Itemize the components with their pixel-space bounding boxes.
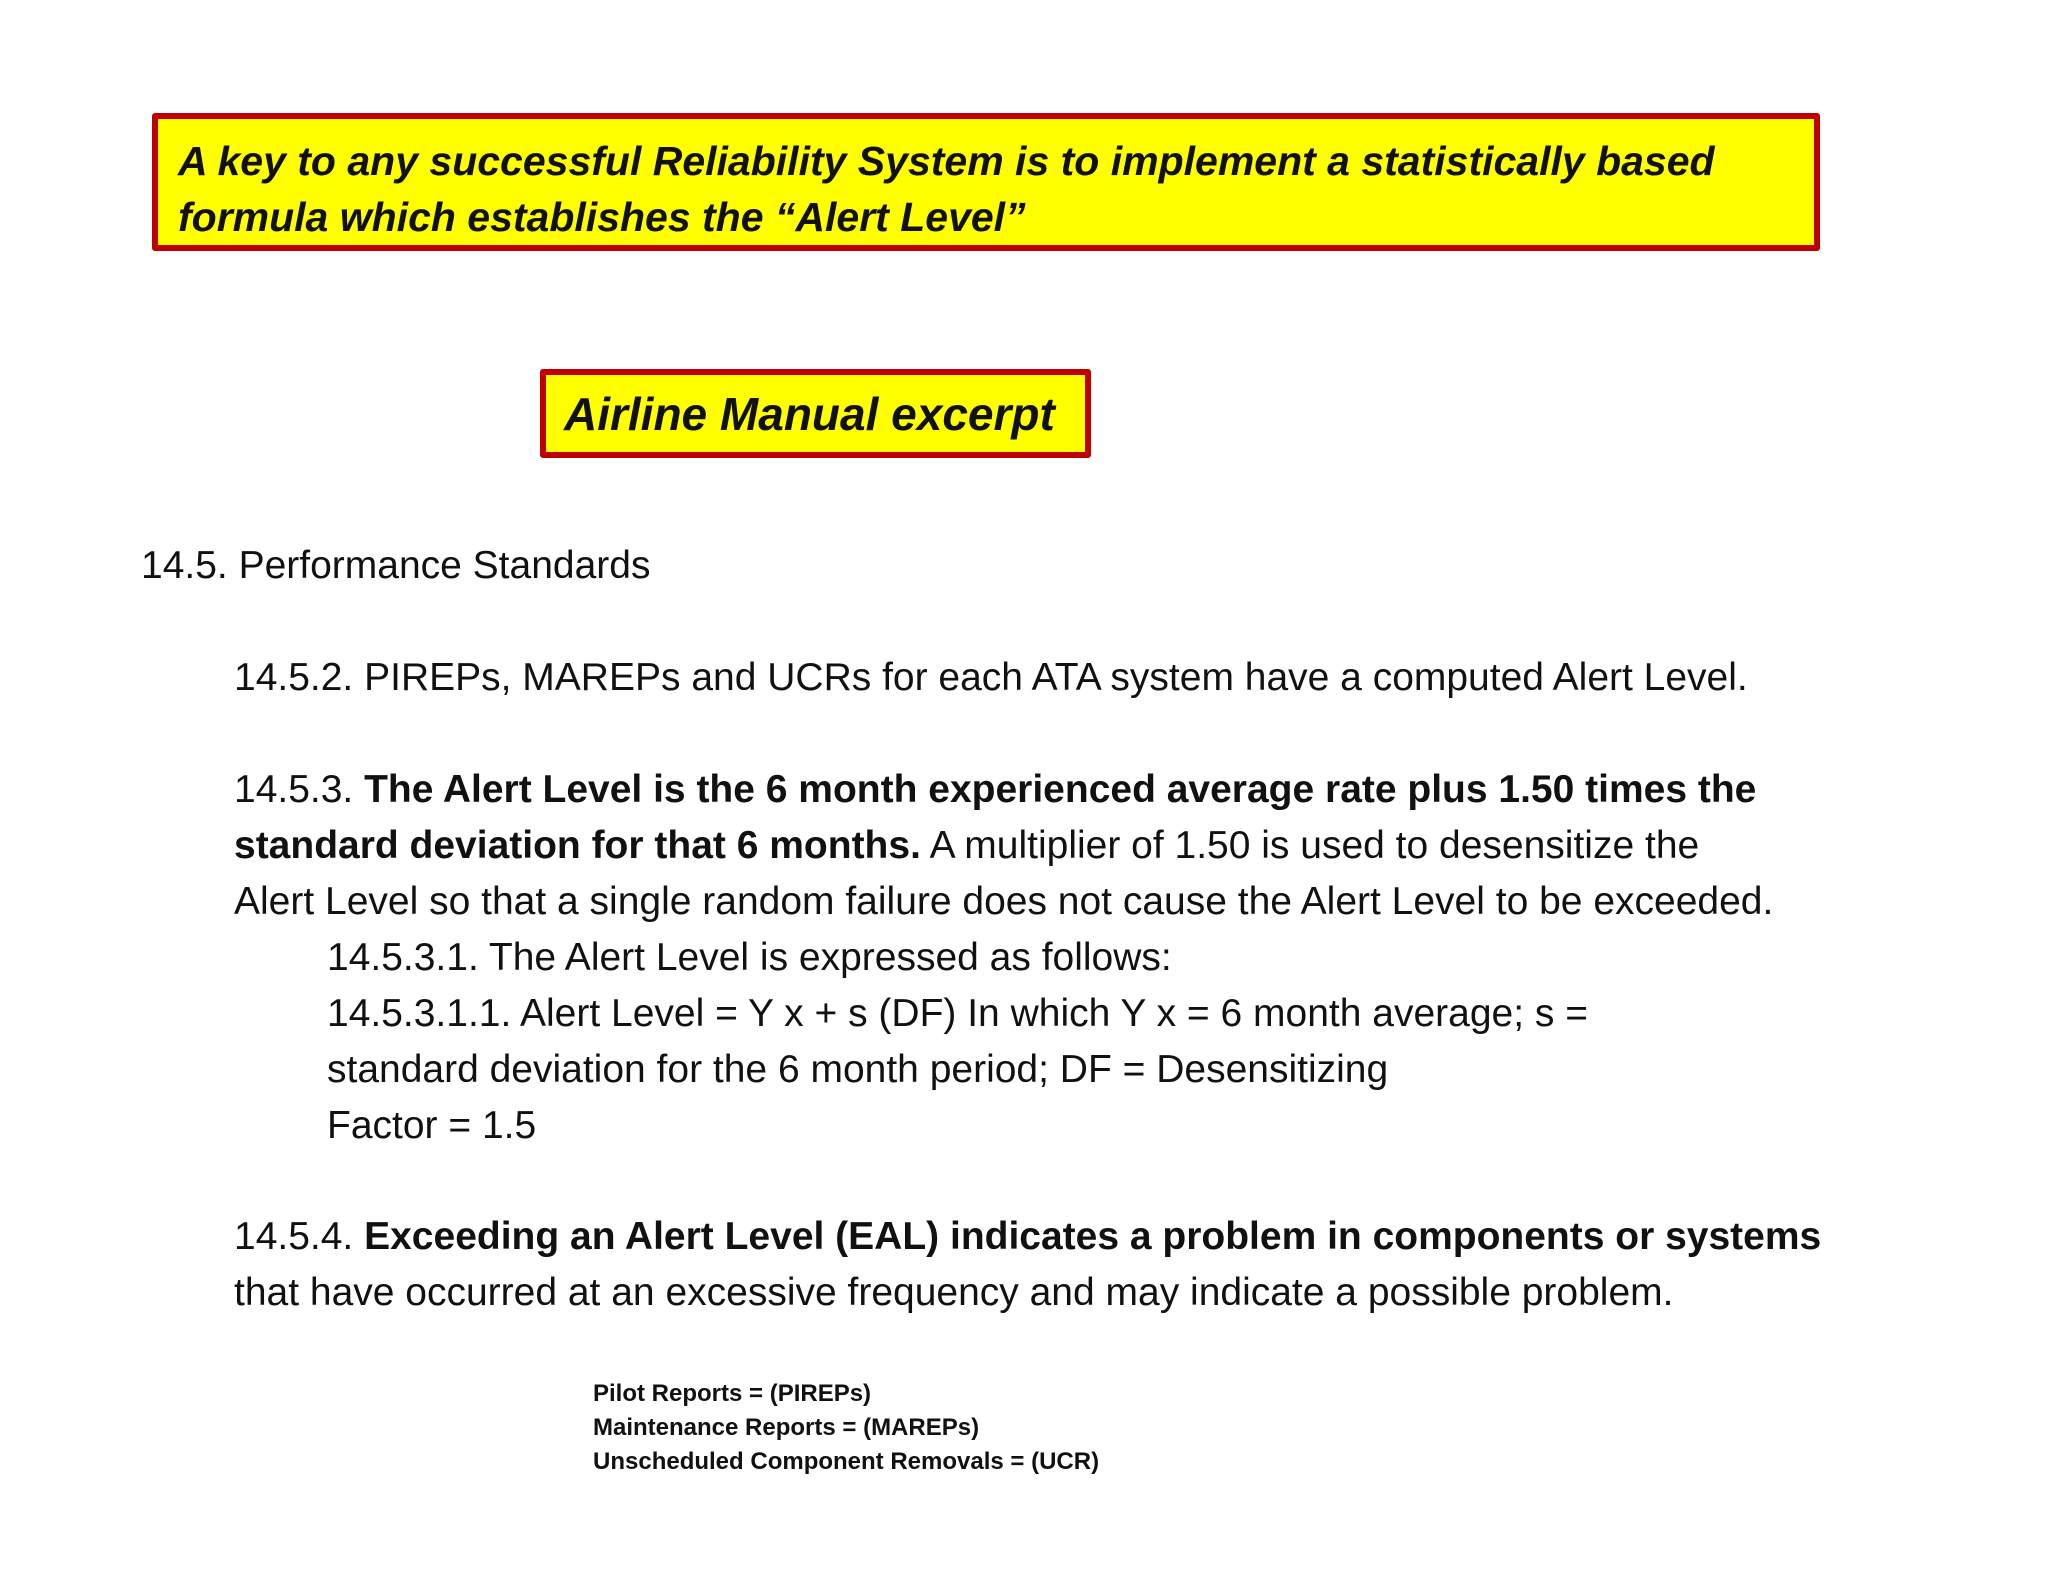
paragraph-14-5-2: 14.5.2. PIREPs, MAREPs and UCRs for each ATA system have a computed Alert Level. [234, 656, 1748, 699]
paragraph-14-5-3-rest-2: A multiplier of 1.50 is used to desensitize the [920, 824, 1700, 867]
formula-line-2: standard deviation for the 6 month period; DF = Desensitizing [327, 1048, 1389, 1091]
paragraph-14-5-3-line-2 [234, 818, 1699, 874]
paragraph-14-5-3-bold-1: The Alert Level is the 6 month experienced average rate plus 1.50 times the [364, 768, 1757, 811]
footnote-ucr: Unscheduled Component Removals = (UCR) [593, 1448, 1100, 1475]
paragraph-14-5-3-number: 14.5.3. [234, 768, 365, 811]
formula-line-1: 14.5.3.1.1. Alert Level = Y x + s (DF) In which Y x = 6 month average; s = [327, 992, 1588, 1035]
section-heading: 14.5. Performance Standards [141, 544, 651, 587]
paragraph-14-5-4-number: 14.5.4. [234, 1215, 365, 1258]
paragraph-14-5-4-line-1 [234, 1209, 1821, 1265]
footnote-mareps: Maintenance Reports = (MAREPs) [593, 1414, 980, 1441]
formula-line-3: Factor = 1.5 [327, 1104, 537, 1147]
key-statement-line-2: formula which establishes the “Alert Level” [178, 194, 1026, 240]
paragraph-14-5-3-1: 14.5.3.1. The Alert Level is expressed as follows: [327, 936, 1172, 979]
paragraph-14-5-4-bold-1: Exceeding an Alert Level (EAL) indicates a problem in components or systems [364, 1215, 1822, 1258]
paragraph-14-5-4-line-2: that have occurred at an excessive frequency and may indicate a possible problem. [234, 1271, 1674, 1314]
key-statement-line-1: A key to any successful Reliability System is to implement a statistically based [178, 138, 1715, 184]
paragraph-14-5-3-line-1 [234, 762, 1756, 818]
key-statement-callout [152, 113, 1820, 251]
footnote-pireps: Pilot Reports = (PIREPs) [593, 1380, 872, 1407]
paragraph-14-5-3-line-3: Alert Level so that a single random failure does not cause the Alert Level to be exceeded. [234, 880, 1774, 923]
paragraph-14-5-3-bold-2: standard deviation for that 6 months. [234, 824, 921, 867]
manual-excerpt-callout [540, 369, 1091, 458]
manual-excerpt-label: Airline Manual excerpt [564, 388, 1055, 440]
